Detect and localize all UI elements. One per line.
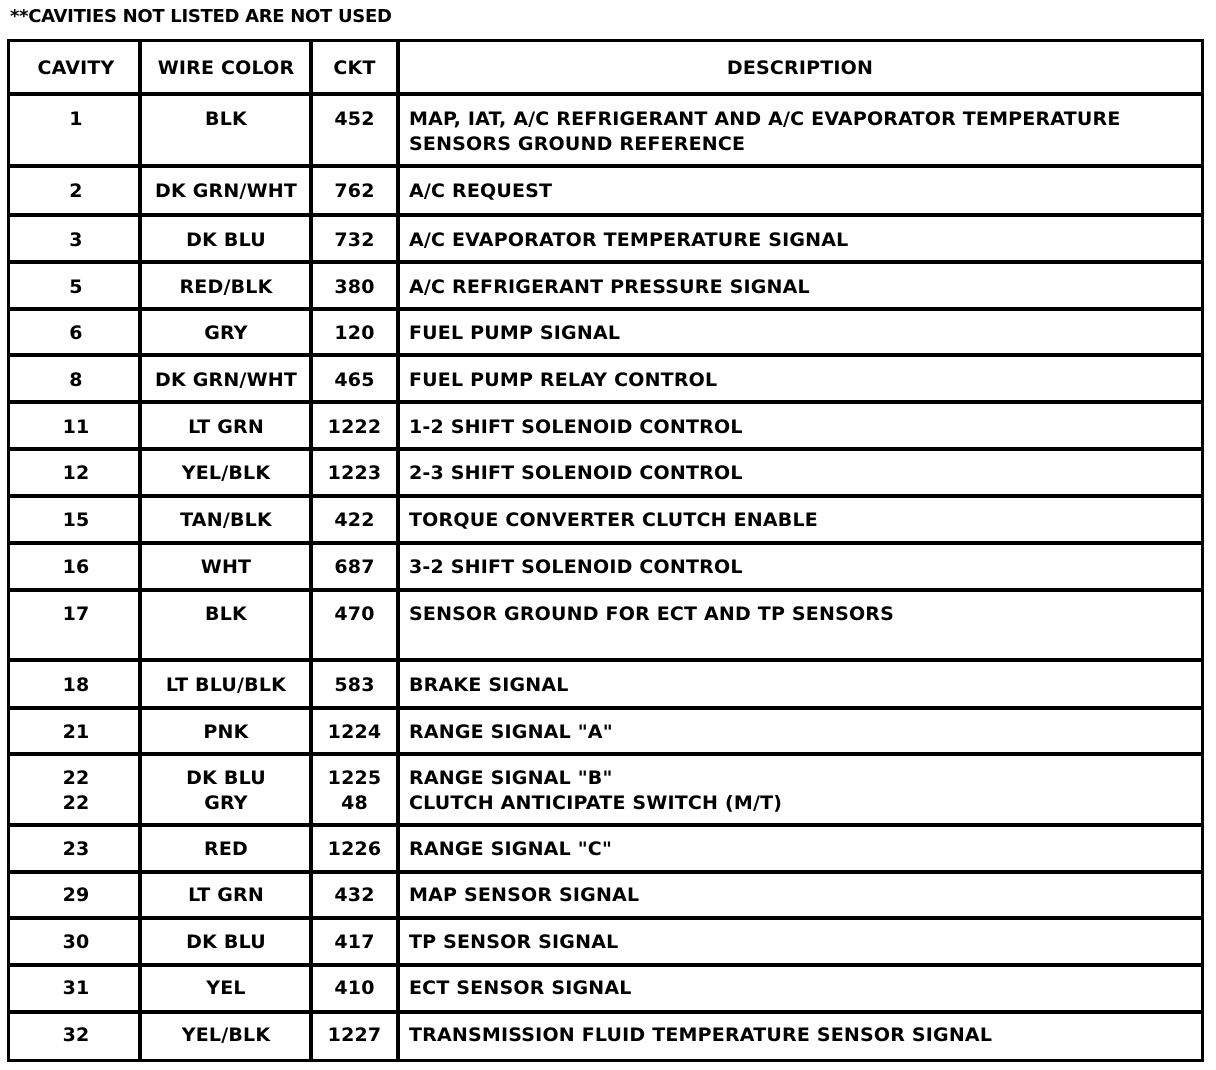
cell-text-line: 417 xyxy=(334,931,375,953)
cell-wire-color xyxy=(143,930,309,955)
cell-wire-color xyxy=(143,837,309,862)
cell-description xyxy=(409,976,1187,1001)
cell-text-line: DK GRN/WHT xyxy=(155,180,297,202)
cell-text-line: ECT SENSOR SIGNAL xyxy=(409,977,632,999)
cell-description xyxy=(409,766,1187,816)
cell-text-line: CLUTCH ANTICIPATE SWITCH (M/T) xyxy=(409,792,783,814)
row-divider xyxy=(7,541,1204,545)
cell-ckt xyxy=(313,107,396,132)
cell-cavity xyxy=(12,179,140,204)
cell-text-line: 16 xyxy=(62,556,90,578)
cell-text-line: 21 xyxy=(62,721,90,743)
row-divider xyxy=(7,823,1204,827)
cell-text-line: PNK xyxy=(203,721,249,743)
cell-text-line: 687 xyxy=(334,556,375,578)
row-divider xyxy=(7,92,1204,96)
cell-text-line: 410 xyxy=(334,977,375,999)
cell-text-line: 2-3 SHIFT SOLENOID CONTROL xyxy=(409,462,743,484)
cell-description xyxy=(409,720,1187,745)
column-divider xyxy=(396,39,400,1062)
cell-cavity xyxy=(12,275,140,300)
cell-text-line: RANGE SIGNAL "A" xyxy=(409,721,613,743)
cell-text-line: FUEL PUMP SIGNAL xyxy=(409,322,621,344)
cell-wire-color xyxy=(143,415,309,440)
cell-text-line: 23 xyxy=(62,838,90,860)
cell-text-line: 22 xyxy=(62,767,90,789)
cell-description xyxy=(409,368,1187,393)
cell-text-line: A/C EVAPORATOR TEMPERATURE SIGNAL xyxy=(409,229,849,251)
cell-text-line: YEL/BLK xyxy=(181,1024,271,1046)
cell-text-line: DK BLU xyxy=(186,931,266,953)
cell-text-line: 432 xyxy=(334,884,375,906)
cell-ckt xyxy=(313,976,396,1001)
cell-text-line: A/C REQUEST xyxy=(409,180,553,202)
cell-text-line: 452 xyxy=(334,108,375,130)
cell-text-line: A/C REFRIGERANT PRESSURE SIGNAL xyxy=(409,276,810,298)
cell-ckt xyxy=(313,766,396,816)
cell-text-line: RANGE SIGNAL "B" xyxy=(409,767,613,789)
cell-description xyxy=(409,602,1187,627)
cell-text-line: 470 xyxy=(334,603,375,625)
cell-wire-color xyxy=(143,368,309,393)
cell-description xyxy=(409,415,1187,440)
cell-text-line: MAP SENSOR SIGNAL xyxy=(409,884,640,906)
cell-wire-color xyxy=(143,508,309,533)
cell-wire-color xyxy=(143,673,309,698)
cell-text-line: 15 xyxy=(62,509,90,531)
cell-description xyxy=(409,883,1187,908)
cell-text-line: YEL xyxy=(206,977,246,999)
row-divider xyxy=(7,706,1204,710)
cell-cavity xyxy=(12,555,140,580)
cell-cavity xyxy=(12,837,140,862)
cell-wire-color xyxy=(143,1023,309,1048)
cell-wire-color xyxy=(143,107,309,132)
row-divider xyxy=(7,870,1204,874)
cell-text-line: LT BLU/BLK xyxy=(165,674,287,696)
row-divider xyxy=(7,494,1204,498)
cell-text-line: 583 xyxy=(334,674,375,696)
row-divider xyxy=(7,658,1204,662)
cell-text-line: 1-2 SHIFT SOLENOID CONTROL xyxy=(409,416,743,438)
cell-wire-color xyxy=(143,555,309,580)
cell-ckt xyxy=(313,673,396,698)
cell-ckt xyxy=(313,555,396,580)
cell-text-line: 11 xyxy=(62,416,90,438)
row-divider xyxy=(7,916,1204,920)
cell-cavity xyxy=(12,508,140,533)
cell-wire-color xyxy=(143,321,309,346)
cell-text-line: LT GRN xyxy=(188,416,264,438)
cell-text-line: 22 xyxy=(62,792,90,814)
cell-ckt xyxy=(313,321,396,346)
cell-cavity xyxy=(12,883,140,908)
header-wire-color: WIRE COLOR xyxy=(157,57,295,79)
cell-cavity xyxy=(12,228,140,253)
cell-text-line: 31 xyxy=(62,977,90,999)
cell-description xyxy=(409,837,1187,862)
cell-ckt xyxy=(313,930,396,955)
cell-ckt xyxy=(313,720,396,745)
cell-text-line: WHT xyxy=(200,556,252,578)
cell-text-line: GRY xyxy=(204,322,248,344)
cell-description xyxy=(409,461,1187,486)
cell-text-line: 732 xyxy=(334,229,375,251)
cell-text-line: 1227 xyxy=(327,1024,382,1046)
cell-cavity xyxy=(12,766,140,816)
cell-text-line: DK BLU xyxy=(186,767,266,789)
cell-text-line: SENSOR GROUND FOR ECT AND TP SENSORS xyxy=(409,603,895,625)
cell-text-line: 6 xyxy=(69,322,83,344)
cell-cavity xyxy=(12,107,140,132)
cell-cavity xyxy=(12,720,140,745)
cell-text-line: YEL/BLK xyxy=(181,462,271,484)
cell-cavity xyxy=(12,461,140,486)
cell-text-line: TORQUE CONVERTER CLUTCH ENABLE xyxy=(409,509,818,531)
cell-text-line: 29 xyxy=(62,884,90,906)
cell-text-line: 2 xyxy=(69,180,83,202)
cell-text-line: 1222 xyxy=(327,416,382,438)
row-divider xyxy=(7,963,1204,967)
cell-text-line: DK BLU xyxy=(186,229,266,251)
cell-text-line: FUEL PUMP RELAY CONTROL xyxy=(409,369,718,391)
cell-wire-color xyxy=(143,976,309,1001)
cell-ckt xyxy=(313,461,396,486)
cell-ckt xyxy=(313,602,396,627)
cell-ckt xyxy=(313,228,396,253)
cell-description xyxy=(409,228,1187,253)
cell-text-line: 8 xyxy=(69,369,83,391)
cell-cavity xyxy=(12,602,140,627)
row-divider xyxy=(7,164,1204,168)
cell-text-line: 762 xyxy=(334,180,375,202)
cell-wire-color xyxy=(143,720,309,745)
cell-text-line: 1223 xyxy=(327,462,382,484)
row-divider xyxy=(7,400,1204,404)
row-divider xyxy=(7,752,1204,756)
cell-wire-color xyxy=(143,275,309,300)
cell-description xyxy=(409,555,1187,580)
cell-text-line: 30 xyxy=(62,931,90,953)
cell-ckt xyxy=(313,415,396,440)
cell-description xyxy=(409,508,1187,533)
cell-ckt xyxy=(313,837,396,862)
cell-text-line: 1224 xyxy=(327,721,382,743)
cell-cavity xyxy=(12,673,140,698)
header-ckt: CKT xyxy=(333,57,376,79)
cell-text-line: 12 xyxy=(62,462,90,484)
cell-text-line: 48 xyxy=(341,792,368,814)
cell-description xyxy=(409,1023,1187,1048)
row-divider xyxy=(7,1010,1204,1014)
cell-text-line: 32 xyxy=(62,1024,90,1046)
cell-text-line: 120 xyxy=(334,322,375,344)
cell-text-line: TAN/BLK xyxy=(180,509,272,531)
row-divider xyxy=(7,447,1204,451)
cell-text-line: TP SENSOR SIGNAL xyxy=(409,931,619,953)
cell-description xyxy=(409,179,1187,204)
cell-text-line: 422 xyxy=(334,509,375,531)
cell-ckt xyxy=(313,179,396,204)
cell-text-line: 1 xyxy=(69,108,83,130)
row-divider xyxy=(7,353,1204,357)
cell-ckt xyxy=(313,368,396,393)
cell-cavity xyxy=(12,976,140,1001)
cell-description xyxy=(409,930,1187,955)
cell-text-line: 3 xyxy=(69,229,83,251)
cell-text-line: LT GRN xyxy=(188,884,264,906)
header-cavity: CAVITY xyxy=(37,57,115,79)
cell-cavity xyxy=(12,930,140,955)
table-note: **CAVITIES NOT LISTED ARE NOT USED xyxy=(10,6,392,27)
cell-text-line: RANGE SIGNAL "C" xyxy=(409,838,613,860)
cell-text-line: MAP, IAT, A/C REFRIGERANT AND A/C EVAPORATOR TEMPERATURE xyxy=(409,108,1121,130)
cell-text-line: 380 xyxy=(334,276,375,298)
cell-text-line: BLK xyxy=(205,603,247,625)
cell-text-line: RED/BLK xyxy=(179,276,273,298)
cell-description xyxy=(409,673,1187,698)
cell-text-line: 1225 xyxy=(327,767,382,789)
cell-text-line: 1226 xyxy=(327,838,382,860)
cell-text-line: 18 xyxy=(62,674,90,696)
cell-description xyxy=(409,275,1187,300)
cell-text-line: TRANSMISSION FLUID TEMPERATURE SENSOR SIGNAL xyxy=(409,1024,993,1046)
cell-description xyxy=(409,107,1187,157)
cell-wire-color xyxy=(143,766,309,816)
cell-wire-color xyxy=(143,228,309,253)
cell-wire-color xyxy=(143,179,309,204)
cell-text-line: 17 xyxy=(62,603,90,625)
cell-wire-color xyxy=(143,602,309,627)
cell-text-line: 5 xyxy=(69,276,83,298)
cell-wire-color xyxy=(143,883,309,908)
row-divider xyxy=(7,588,1204,592)
cell-ckt xyxy=(313,508,396,533)
cell-text-line: SENSORS GROUND REFERENCE xyxy=(409,133,746,155)
cell-ckt xyxy=(313,1023,396,1048)
cell-text-line: 3-2 SHIFT SOLENOID CONTROL xyxy=(409,556,743,578)
cell-text-line: BRAKE SIGNAL xyxy=(409,674,569,696)
row-divider xyxy=(7,307,1204,311)
cell-description xyxy=(409,321,1187,346)
cell-text-line: RED xyxy=(204,838,248,860)
header-description: DESCRIPTION xyxy=(726,57,874,79)
cell-cavity xyxy=(12,321,140,346)
cell-cavity xyxy=(12,415,140,440)
cell-cavity xyxy=(12,1023,140,1048)
cell-text-line: BLK xyxy=(205,108,247,130)
cell-text-line: DK GRN/WHT xyxy=(155,369,297,391)
cell-text-line: 465 xyxy=(334,369,375,391)
cell-text-line: GRY xyxy=(204,792,248,814)
row-divider xyxy=(7,260,1204,264)
cell-wire-color xyxy=(143,461,309,486)
cell-ckt xyxy=(313,883,396,908)
row-divider xyxy=(7,213,1204,217)
cell-cavity xyxy=(12,368,140,393)
cell-ckt xyxy=(313,275,396,300)
